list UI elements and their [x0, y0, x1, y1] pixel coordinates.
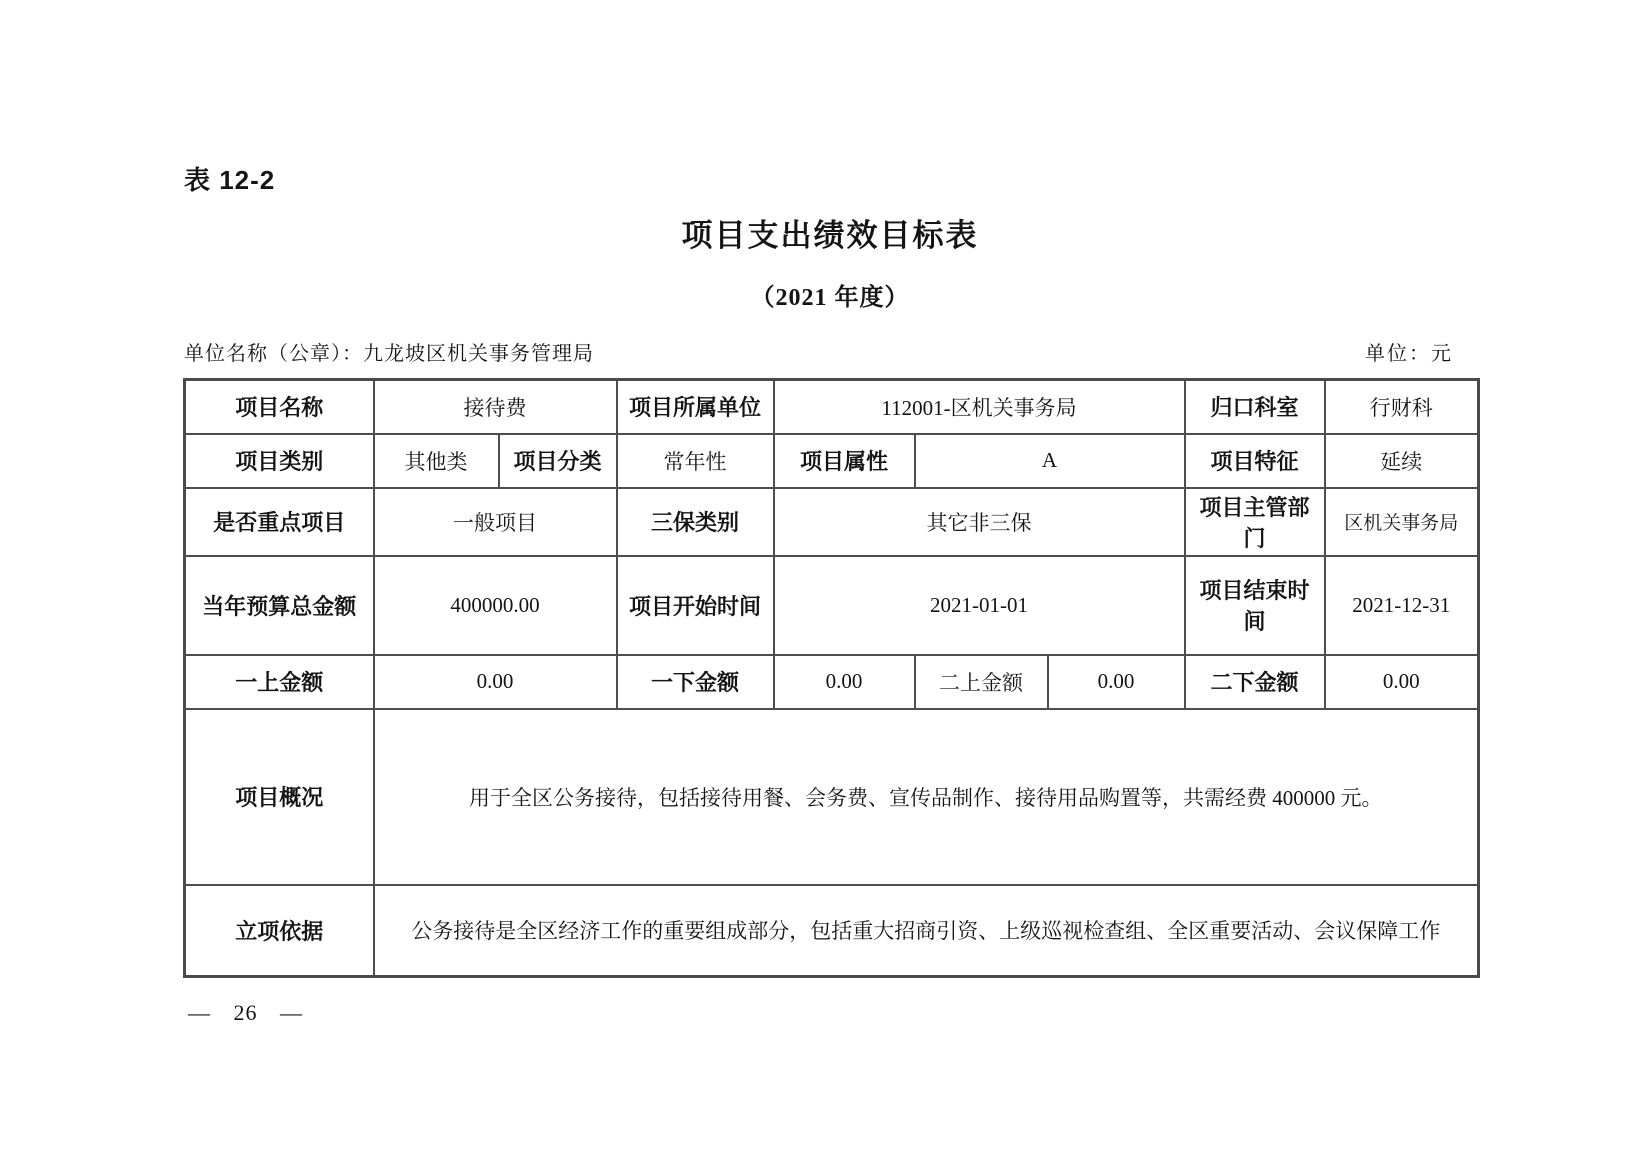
cell-budget-label: 当年预算总金额 [185, 556, 374, 655]
table-row [185, 556, 1479, 655]
cell-overview-label: 项目概况 [185, 709, 374, 885]
currency-unit-line: 单位：元 [1365, 343, 1453, 365]
cell-supervisor-label: 项目主管部门 [1185, 488, 1325, 556]
cell-category-label: 项目类别 [185, 434, 374, 488]
cell-basis-content: 公务接待是全区经济工作的重要组成部分，包括重大招商引资、上级巡视检查组、全区重要活动、会议保障工作 [374, 885, 1479, 977]
cell-sanbao-label: 三保类别 [617, 488, 774, 556]
page-title: 项目支出绩效目标表 [681, 218, 979, 253]
table-row [185, 488, 1479, 556]
table-row [185, 709, 1479, 885]
performance-target-table [183, 378, 1480, 978]
cell-start-date-label: 项目开始时间 [617, 556, 774, 655]
cell-feature-value: 延续 [1325, 434, 1479, 488]
page-subtitle: （2021 年度） [750, 285, 910, 311]
cell-attribute-value: A [915, 434, 1185, 488]
cell-supervisor-value: 区机关事务局 [1325, 488, 1479, 556]
cell-class-label: 项目分类 [499, 434, 617, 488]
page-number: — 26 — [188, 1000, 303, 1025]
cell-office-value: 行财科 [1325, 380, 1479, 434]
cell-project-name-value: 接待费 [374, 380, 617, 434]
cell-first-up-value: 0.00 [374, 655, 617, 709]
cell-category-value: 其他类 [374, 434, 499, 488]
cell-owner-unit-label: 项目所属单位 [617, 380, 774, 434]
table-row [185, 885, 1479, 977]
cell-second-down-value: 0.00 [1325, 655, 1479, 709]
cell-basis-label: 立项依据 [185, 885, 374, 977]
table-number: 表 12-2 [184, 165, 276, 195]
cell-class-value: 常年性 [617, 434, 774, 488]
cell-first-down-label: 一下金额 [617, 655, 774, 709]
table-row [185, 434, 1479, 488]
org-name-line: 单位名称（公章）：九龙坡区机关事务管理局 [184, 343, 594, 365]
table-row [185, 380, 1479, 434]
cell-overview-content: 用于全区公务接待，包括接待用餐、会务费、宣传品制作、接待用品购置等，共需经费 400000 元。 [374, 709, 1479, 885]
cell-feature-label: 项目特征 [1185, 434, 1325, 488]
cell-owner-unit-value: 112001-区机关事务局 [774, 380, 1185, 434]
cell-first-down-value: 0.00 [774, 655, 915, 709]
cell-second-down-label: 二下金额 [1185, 655, 1325, 709]
cell-second-up-value: 0.00 [1048, 655, 1185, 709]
cell-second-up-label: 二上金额 [915, 655, 1048, 709]
cell-end-date-label: 项目结束时间 [1185, 556, 1325, 655]
cell-first-up-label: 一上金额 [185, 655, 374, 709]
cell-key-project-label: 是否重点项目 [185, 488, 374, 556]
cell-sanbao-value: 其它非三保 [774, 488, 1185, 556]
cell-office-label: 归口科室 [1185, 380, 1325, 434]
cell-end-date-value: 2021-12-31 [1325, 556, 1479, 655]
cell-key-project-value: 一般项目 [374, 488, 617, 556]
cell-start-date-value: 2021-01-01 [774, 556, 1185, 655]
table-row [185, 655, 1479, 709]
cell-budget-value: 400000.00 [374, 556, 617, 655]
cell-attribute-label: 项目属性 [774, 434, 915, 488]
cell-project-name-label: 项目名称 [185, 380, 374, 434]
